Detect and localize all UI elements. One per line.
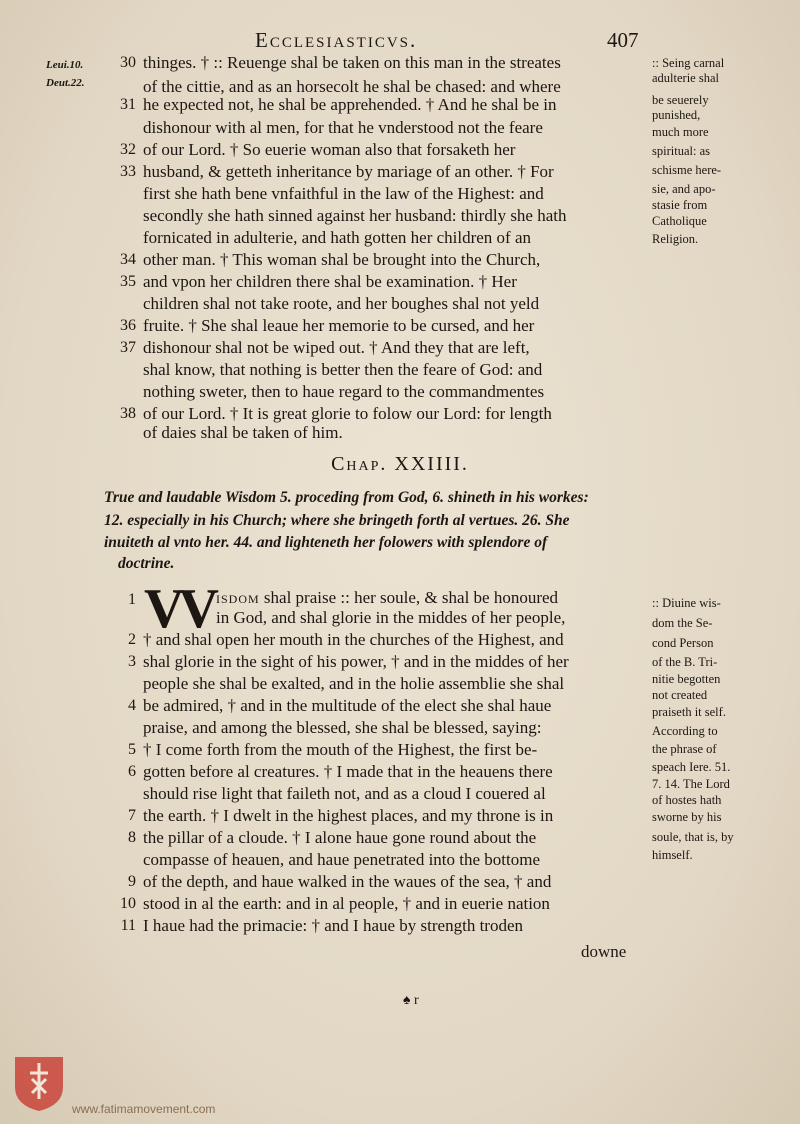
margin-ref-leviticus: Leui.10. [46, 59, 84, 71]
text-line: of daies shal be taken of him. [143, 423, 343, 442]
margin-note-line: of hostes hath [652, 793, 722, 807]
text-line: † and shal open her mouth in the churches of the Highest, and [143, 630, 564, 649]
text-line: I haue had the primacie: † and I haue by strength troden [143, 916, 524, 935]
verse-number: 32 [120, 141, 136, 158]
text-line: dishonour with al men, for that he vnderstood not the feare [143, 118, 543, 137]
verse-number: 38 [120, 405, 136, 422]
verse-number: 11 [120, 917, 136, 934]
margin-note-line: 7. 14. The Lord [652, 777, 730, 791]
margin-note-line: praiseth it self. [652, 705, 726, 719]
text-line: of the depth, and haue walked in the waues of the sea, † and [143, 872, 552, 891]
text-line: the earth. † I dwelt in the highest places, and my throne is in [143, 806, 554, 825]
verse-number: 36 [120, 317, 136, 334]
text-line: other man. † This woman shal be brought into the Church, [143, 250, 541, 269]
text-line: be admired, † and in the multitude of the elect she shal haue [143, 696, 552, 715]
text-line: compasse of heauen, and haue penetrated into the bottome [143, 850, 540, 869]
text-line: and vpon her children there shal be examination. † Her [143, 272, 517, 291]
verse-number: 8 [128, 829, 136, 846]
text-line: thinges. † :: Reuenge shal be taken on this man in the streates [143, 53, 561, 72]
margin-note-line: punished, [652, 108, 701, 122]
chapter-heading: Chap. XXIIII. [331, 453, 469, 475]
text-line: should rise light that faileth not, and as a cloud I couered al [143, 784, 546, 803]
text-line: of the cittie, and as an horsecolt he shal be chased: and where [143, 77, 561, 96]
text-line: people she shal be exalted, and in the holie assemblie she shal [143, 674, 565, 693]
margin-note-line: be seuerely [652, 93, 709, 107]
margin-note-line: Catholique [652, 214, 707, 228]
margin-note-line: :: Diuine wis- [652, 596, 721, 610]
margin-note-line: :: Seing carnal [652, 56, 725, 70]
text-line: nothing sweter, then to haue regard to the commandmentes [143, 382, 545, 401]
margin-note-line: According to [652, 724, 718, 738]
margin-note-line: stasie from [652, 198, 708, 212]
margin-note-line: adulterie shal [652, 71, 719, 85]
drop-cap: VV [144, 578, 213, 640]
margin-note-line: of the B. Tri- [652, 655, 718, 669]
margin-note-line: cond Person [652, 636, 714, 650]
margin-note-line: spiritual: as [652, 144, 710, 158]
footer-url[interactable]: www.fatimamovement.com [72, 1102, 216, 1116]
margin-note-line: the phrase of [652, 742, 717, 756]
margin-note-line: sie, and apo- [652, 182, 716, 196]
text-line: of our Lord. † It is great glorie to folow our Lord: for length [143, 404, 552, 423]
verse-number: 9 [128, 873, 136, 890]
verse-number: 4 [128, 697, 136, 714]
text-line [216, 588, 558, 608]
verse-number: 30 [120, 54, 136, 71]
text-line: shal glorie in the sight of his power, † and in the middes of her [143, 652, 569, 671]
verse-number: 37 [120, 339, 136, 356]
text-line: praise, and among the blessed, she shal be blessed, saying: [143, 718, 542, 737]
margin-note-line: speach Iere. 51. [652, 760, 731, 774]
summary-line: True and laudable Wisdom 5. proceding from God, 6. shineth in his workes: [104, 489, 589, 506]
first-line-rest: shal praise :: her soule, & shal be honoured [263, 588, 559, 607]
catchword: downe [581, 942, 627, 961]
running-title: Ecclesiasticvs. [255, 28, 418, 52]
text-line: children shal not take roote, and her boughes shal not yeld [143, 294, 540, 313]
text-line: shal know, that nothing is better then the feare of God: and [143, 360, 543, 379]
text-line: gotten before al creatures. † I made that in the heauens there [143, 762, 553, 781]
verse-number: 2 [128, 631, 136, 648]
summary-line: 12. especially in his Church; where she bringeth forth al vertues. 26. She [104, 512, 570, 529]
verse-number: 33 [120, 163, 136, 180]
verse-number: 31 [120, 96, 136, 113]
text-line: first she hath bene vnfaithful in the law of the Highest: and [143, 184, 544, 203]
signature-mark: ♠ r [403, 993, 419, 1008]
margin-note-line: nitie begotten [652, 672, 721, 686]
verse-number: 7 [128, 807, 136, 824]
text-line: secondly she hath sinned against her husband: thirdly she hath [143, 206, 567, 225]
margin-ref-deuteronomy: Deut.22. [46, 77, 85, 89]
margin-note-line: not created [652, 688, 708, 702]
text-line: fruite. † She shal leaue her memorie to be cursed, and her [143, 316, 535, 335]
text-line: husband, & getteth inheritance by mariage of an other. † For [143, 162, 554, 181]
summary-line: doctrine. [118, 555, 175, 572]
page-number: 407 [607, 28, 639, 52]
verse-number: 35 [120, 273, 136, 290]
verse-number: 1 [128, 591, 136, 608]
margin-note-line: schisme here- [652, 163, 722, 177]
text-line: stood in al the earth: and in al people, † and in euerie nation [143, 894, 550, 913]
verse-number: 5 [128, 741, 136, 758]
text-line: the pillar of a cloude. † I alone haue gone round about the [143, 828, 537, 847]
verse-number: 34 [120, 251, 136, 268]
summary-line: inuiteth al vnto her. 44. and lighteneth her folowers with splendore of [104, 534, 548, 551]
text-line: of our Lord. † So euerie woman also that forsaketh her [143, 140, 516, 159]
shield-logo-icon [12, 1053, 66, 1113]
first-word: isdom [216, 588, 260, 607]
verse-number: 10 [120, 895, 136, 912]
margin-note-line: Religion. [652, 232, 699, 246]
margin-note-line: dom the Se- [652, 616, 713, 630]
text-line: he expected not, he shal be apprehended. † And he shal be in [143, 95, 557, 114]
margin-note-line: soule, that is, by [652, 830, 734, 844]
text-line: † I come forth from the mouth of the Highest, the first be- [143, 740, 538, 759]
text-line: fornicated in adulterie, and hath gotten her children of an [143, 228, 532, 247]
text-line: in God, and shal glorie in the middes of her people, [216, 608, 566, 627]
margin-note-line: sworne by his [652, 810, 722, 824]
text-line: dishonour shal not be wiped out. † And they that are left, [143, 338, 530, 357]
margin-note-line: himself. [652, 848, 693, 862]
margin-note-line: much more [652, 125, 709, 139]
verse-number: 6 [128, 763, 136, 780]
verse-number: 3 [128, 653, 136, 670]
